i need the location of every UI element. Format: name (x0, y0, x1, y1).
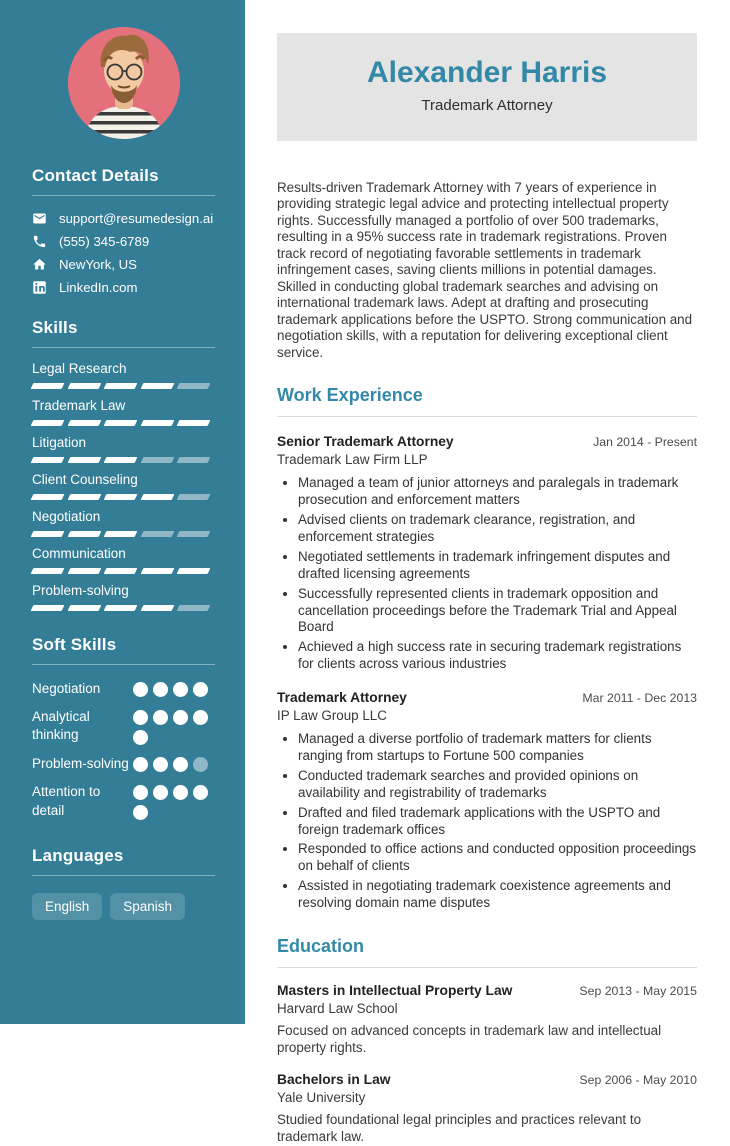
skill-segment-filled (104, 605, 137, 611)
work-experience-list (277, 434, 697, 912)
skill-segment-filled (104, 383, 137, 389)
skill-segment-filled (104, 494, 137, 500)
contact-text: (555) 345-6789 (59, 234, 150, 249)
skill-bar (32, 568, 215, 574)
contact-text: support@resumedesign.ai (59, 211, 214, 226)
skill-bar (32, 494, 215, 500)
job-bullets (277, 475, 697, 673)
job-bullet: • Successfully represented clients in trademark opposition and cancellation proceedings before the Trademark Trial and Appeal Board (298, 586, 697, 637)
skill-row (32, 398, 215, 426)
job-header (277, 434, 697, 449)
job-bullet: • Managed a diverse portfolio of trademark matters for clients ranging from startups to Fortune 500 companies (298, 731, 697, 765)
contact-item[interactable] (32, 211, 215, 226)
job-title: Trademark Attorney (277, 690, 407, 706)
skill-segment-filled (104, 420, 137, 426)
soft-skill-row (32, 708, 215, 745)
skill-segment-filled (177, 420, 210, 426)
rating-dot-filled (153, 785, 168, 800)
education-entry (277, 1072, 697, 1146)
rating-dot-empty (193, 757, 208, 772)
skill-segment-filled (31, 494, 64, 500)
skill-segment-filled (140, 568, 173, 574)
job-entry (277, 434, 697, 673)
soft-skill-label: Analytical thinking (32, 709, 90, 743)
job-entry (277, 690, 697, 912)
education-degree: Bachelors in Law (277, 1071, 391, 1087)
skill-row (32, 435, 215, 463)
job-bullet: • Assisted in negotiating trademark coexistence agreements and resolving domain name disputes (298, 878, 697, 912)
education-heading: Education (277, 936, 365, 957)
skill-bar (32, 605, 215, 611)
work-experience-divider (277, 416, 697, 417)
main-content (245, 0, 730, 1144)
skill-segment-filled (140, 605, 173, 611)
rating-dot-filled (133, 682, 148, 697)
linkedin-icon (32, 280, 47, 295)
job-bullets (277, 731, 697, 912)
job-bullet: • Achieved a high success rate in securing trademark registrations for clients across various industries (298, 639, 697, 673)
skill-label: Legal Research (32, 361, 127, 376)
soft-skill-row (32, 680, 215, 698)
soft-skills-list (32, 680, 215, 820)
languages-heading: Languages (32, 846, 124, 866)
contact-details-heading: Contact Details (32, 166, 159, 185)
skill-segment-empty (177, 494, 210, 500)
languages-list (32, 893, 215, 920)
job-bullet: • Advised clients on trademark clearance, registration, and enforcement strategies (298, 512, 697, 546)
contact-item[interactable] (32, 257, 215, 272)
phone-icon (32, 234, 47, 249)
skill-row (32, 546, 215, 574)
job-header (277, 690, 697, 705)
job-bullet: • Negotiated settlements in trademark infringement disputes and drafted licensing agreements (298, 549, 697, 583)
soft-skill-dots (133, 755, 215, 773)
skill-segment-filled (67, 383, 100, 389)
skill-segment-filled (67, 531, 100, 537)
languages-divider (32, 875, 215, 876)
rating-dot-filled (193, 785, 208, 800)
rating-dot-filled (153, 757, 168, 772)
skill-segment-filled (31, 420, 64, 426)
job-bullet: • Responded to office actions and conducted opposition proceedings on behalf of clients (298, 841, 697, 875)
skill-segment-filled (67, 457, 100, 463)
rating-dot-filled (173, 785, 188, 800)
rating-dot-filled (173, 682, 188, 697)
skill-segment-empty (177, 457, 210, 463)
rating-dot-filled (153, 710, 168, 725)
soft-skill-dots (133, 708, 215, 745)
soft-skill-row (32, 755, 215, 773)
soft-skill-row (32, 783, 215, 820)
soft-skill-label: Problem-solving (32, 756, 129, 772)
skill-segment-filled (67, 420, 100, 426)
education-header (277, 1072, 697, 1087)
skill-bar (32, 383, 215, 389)
skill-segment-empty (140, 457, 173, 463)
education-description: Studied foundational legal principles and practices relevant to trademark law. (277, 1111, 642, 1144)
contact-item[interactable] (32, 280, 215, 295)
rating-dot-filled (133, 785, 148, 800)
home-icon (32, 257, 47, 272)
rating-dot-filled (173, 710, 188, 725)
education-dates: Sep 2013 - May 2015 (579, 984, 697, 999)
skill-label: Trademark Law (32, 398, 126, 413)
candidate-title: Trademark Attorney (421, 97, 553, 114)
job-dates: Mar 2011 - Dec 2013 (582, 691, 697, 706)
rating-dot-filled (193, 682, 208, 697)
job-bullet: • Drafted and filed trademark applications with the USPTO and foreign trademark offices (298, 805, 697, 839)
skill-segment-filled (104, 457, 137, 463)
skill-segment-filled (31, 568, 64, 574)
skill-segment-filled (104, 568, 137, 574)
soft-skill-label: Attention to detail (32, 784, 101, 818)
rating-dot-filled (133, 730, 148, 745)
skill-bar (32, 531, 215, 537)
soft-skill-dots (133, 783, 215, 820)
contact-text: NewYork, US (59, 257, 137, 272)
rating-dot-filled (173, 757, 188, 772)
rating-dot-filled (133, 757, 148, 772)
email-icon (32, 211, 47, 226)
skill-bar (32, 457, 215, 463)
education-dates: Sep 2006 - May 2010 (579, 1072, 697, 1087)
soft-skills-heading: Soft Skills (32, 635, 117, 654)
rating-dot-filled (193, 710, 208, 725)
work-experience-heading: Work Experience (277, 385, 423, 406)
skill-segment-empty (177, 531, 210, 537)
contact-text: LinkedIn.com (59, 280, 138, 295)
skill-segment-filled (31, 605, 64, 611)
skill-segment-filled (140, 420, 173, 426)
header-band (277, 33, 697, 141)
soft-skill-label: Negotiation (32, 681, 101, 696)
education-degree: Masters in Intellectual Property Law (277, 983, 513, 999)
skill-row (32, 583, 215, 611)
soft-skills-divider (32, 664, 215, 665)
skill-row (32, 472, 215, 500)
contact-divider (32, 195, 215, 196)
education-list (277, 983, 697, 1146)
skill-segment-filled (104, 531, 137, 537)
job-company: Trademark Law Firm LLP (277, 452, 428, 468)
rating-dot-filled (153, 682, 168, 697)
job-company: IP Law Group LLC (277, 708, 387, 724)
language-pill: Spanish (110, 893, 185, 920)
job-title: Senior Trademark Attorney (277, 434, 454, 450)
contact-item[interactable] (32, 234, 215, 249)
skill-segment-filled (140, 494, 173, 500)
education-divider (277, 967, 697, 968)
skill-segment-empty (140, 531, 173, 537)
skill-row (32, 509, 215, 537)
avatar-illustration (68, 27, 180, 139)
skill-label: Client Counseling (32, 472, 138, 487)
profile-photo (68, 27, 180, 139)
sidebar (0, 0, 245, 1024)
contact-list (32, 211, 215, 295)
skill-segment-filled (31, 457, 64, 463)
job-dates: Jan 2014 - Present (593, 435, 697, 450)
skill-label: Litigation (32, 435, 87, 450)
skill-label: Communication (32, 546, 126, 561)
language-pill: English (32, 893, 102, 920)
skill-label: Negotiation (32, 509, 101, 524)
skill-segment-empty (177, 605, 210, 611)
education-description: Focused on advanced concepts in trademark law and intellectual property rights. (277, 1023, 662, 1055)
skill-segment-filled (67, 494, 100, 500)
education-header (277, 983, 697, 998)
skills-divider (32, 347, 215, 348)
skill-segment-filled (67, 605, 100, 611)
skills-list (32, 361, 215, 611)
skill-segment-filled (31, 531, 64, 537)
skill-label: Problem-solving (32, 583, 129, 598)
skill-segment-filled (140, 383, 173, 389)
education-entry (277, 983, 697, 1057)
job-bullet: • Conducted trademark searches and provided opinions on availability and registrability of trademarks (298, 768, 697, 802)
job-bullet: • Managed a team of junior attorneys and paralegals in trademark prosecution and enforcement matters (298, 475, 697, 509)
skill-segment-filled (67, 568, 100, 574)
skill-row (32, 361, 215, 389)
rating-dot-filled (133, 710, 148, 725)
education-school: Yale University (277, 1089, 366, 1105)
skills-heading: Skills (32, 318, 78, 337)
skill-bar (32, 420, 215, 426)
skill-segment-filled (177, 568, 210, 574)
summary-paragraph: Results-driven Trademark Attorney with 7 years of experience in providing strategic legal advice and protecting intellectual property rights. Successfully managed a portfolio of over 500 trademarks, resulting in a 95% success rate in trademark registrations. Proven track record of negotiating favorable settlements in trademark infringement cases, saving clients millions in potential damages. Skilled in conducting global trademark searches and advising on international trademark laws. Adept at drafting and prosecuting trademark applications before the USPTO. Strong communication and negotiation skills, with a reputation for delivering exceptional client service. (277, 180, 693, 360)
education-school: Harvard Law School (277, 1001, 398, 1017)
candidate-name: Alexander Harris (366, 56, 608, 89)
rating-dot-filled (133, 805, 148, 820)
skill-segment-filled (31, 383, 64, 389)
soft-skill-dots (133, 680, 215, 698)
skill-segment-empty (177, 383, 210, 389)
